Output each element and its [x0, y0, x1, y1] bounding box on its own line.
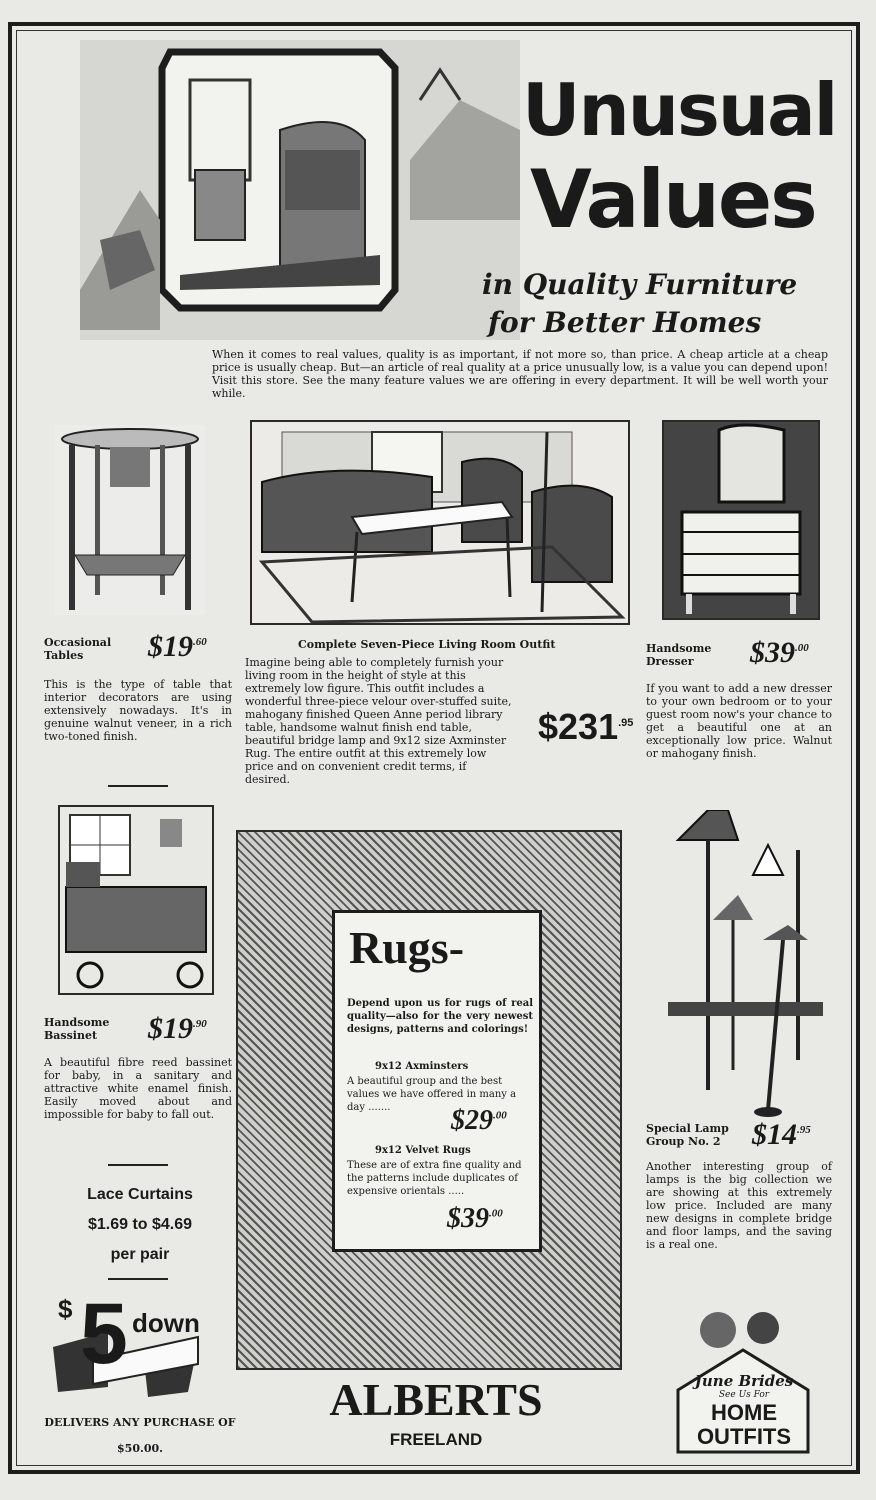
bassinet-illustration: [58, 805, 214, 995]
lamp-label: Special Lamp Group No. 2: [646, 1122, 729, 1148]
occasional-desc: This is the type of table that interior decorators are using extensively nowadays. It's in genuine walnut veneer, in a rich two-toned finish.: [44, 678, 232, 743]
june-brides-line3: HOME: [711, 1400, 777, 1425]
bassinet-price: $\$19^{.90}$: [148, 1012, 207, 1045]
living-room-price: $\$231^{.95}$: [538, 706, 634, 747]
lace-curtains-block: [40, 1180, 240, 1270]
five-down-number: 5: [80, 1286, 128, 1382]
village-sketch: [80, 40, 520, 340]
june-brides-line2: See Us For: [718, 1390, 770, 1400]
divider: [108, 1278, 168, 1280]
velvet-price: $\$39^{.00}$: [447, 1203, 503, 1234]
occasional-table-illustration: [55, 425, 205, 615]
axminster-desc: A beautiful group and the best values we have offered in many a day .......: [347, 1076, 517, 1113]
bassinet-desc: A beautiful fibre reed bassinet for baby, in a sanitary and attractive white enamel finish. Easily moved about and impossible for baby to fall out.: [44, 1056, 232, 1121]
lace-curtains-title: Lace Curtains: [87, 1186, 193, 1203]
store-name: ALBERTS: [329, 1374, 543, 1425]
axminster-heading: 9x12 Axminsters: [375, 1061, 469, 1072]
rugs-title: Rugs-: [349, 922, 465, 973]
five-down-word: down: [132, 1308, 200, 1338]
intro-paragraph: When it comes to real values, quality is as important, if not more so, than price. A cheap article at a cheap price is usually cheap. But—an article of real quality at a price unusually low, is a value you can depend upon! Visit this store. See the many feature values we are offering in every department. It will be well worth your while.: [212, 348, 828, 400]
bassinet-label: Handsome Bassinet: [44, 1016, 110, 1042]
lamp-desc: Another interesting group of lamps is the big collection we are showing at this extremely low price. Included are many new designs in complete bridge and floor lamps, and the saving is a real one.: [646, 1160, 832, 1251]
five-down-logo: [48, 1286, 208, 1402]
headline-unusual: Unusual: [522, 68, 837, 152]
june-brides-line4: OUTFITS: [696, 1424, 792, 1449]
header-illustration: [80, 40, 520, 340]
occasional-label: Occasional Tables: [44, 636, 112, 662]
rugs-box: [332, 910, 542, 1252]
lace-curtains-unit: per pair: [110, 1246, 170, 1263]
lamp-price: $\$14^{.95}$: [752, 1118, 811, 1151]
june-brides-badge: [668, 1300, 818, 1460]
five-down-dollar: $: [58, 1294, 73, 1324]
five-down-caption: DELIVERS ANY PURCHASE OF $50.00.: [44, 1416, 236, 1455]
dresser-desc: If you want to add a new dresser to your own bedroom or to your guest room now's your chance to get a beautiful one at an exceptionally low price. Walnut or mahogany finish.: [646, 682, 832, 760]
lace-curtains-price: $1.69 to $4.69: [87, 1216, 193, 1233]
store-town: FREELAND: [389, 1430, 483, 1449]
velvet-desc: These are of extra fine quality and the patterns include duplicates of expensive orientals .....: [347, 1160, 522, 1197]
axminster-price: $\$29^{.00}$: [451, 1105, 507, 1136]
subtitle-better-homes: for Better Homes: [488, 306, 762, 339]
subtitle-quality-furniture: in Quality Furniture: [482, 268, 798, 301]
living-room-illustration: [250, 420, 630, 625]
dresser-illustration: [662, 420, 820, 620]
velvet-heading: 9x12 Velvet Rugs: [375, 1145, 471, 1156]
dresser-price: $\$39^{.00}$: [750, 636, 809, 669]
headline-values: Values: [530, 153, 816, 246]
living-room-title: Complete Seven-Piece Living Room Outfit: [298, 638, 556, 651]
living-room-desc: Imagine being able to completely furnish your living room in the height of style at this extremely low figure. This outfit includes a wonderful three-piece velour over-stuffed suite, mahogany finished Queen Anne period library table, handsome walnut finish end table, beautiful bridge lamp and 9x12 size Axminster Rug. The entire outfit at this extremely low price and on convenient credit terms, if desired.: [245, 656, 512, 786]
dresser-label: Handsome Dresser: [646, 642, 712, 668]
june-brides-line1: June Brides: [694, 1372, 794, 1390]
divider: [108, 1164, 168, 1166]
occasional-price: $\$19^{.60}$: [148, 630, 207, 663]
lamps-illustration: [668, 810, 828, 1120]
divider: [108, 785, 168, 787]
rugs-intro: Depend upon us for rugs of real quality—also for the very newest designs, patterns and colorings!: [347, 998, 533, 1035]
